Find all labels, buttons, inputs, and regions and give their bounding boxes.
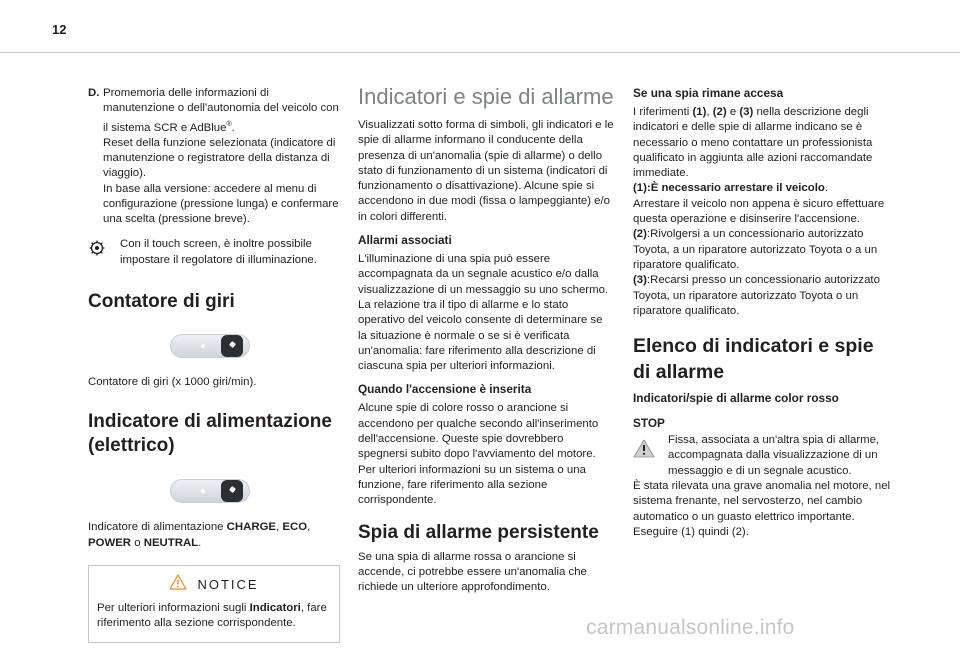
stop-label: STOP xyxy=(633,416,665,431)
persistent-warning-text: Se una spia di allarme rossa o arancione si accende, ci potrebbe essere un'anomalia che richiede un ulteriore approfondimento. xyxy=(358,550,587,594)
section-title: Indicatori e spie di allarme xyxy=(358,84,614,109)
power-meter-title: Indicatore di alimentazione (elettrico) xyxy=(88,411,332,457)
touch-screen-note xyxy=(88,237,340,268)
remains-on-heading: Se una spia rimane accesa xyxy=(633,86,784,100)
warning-list-title: Elenco di indicatori e spie di allarme xyxy=(633,335,874,384)
stop-action-text: Eseguire (1) quindi (2). xyxy=(633,525,749,538)
notice-header xyxy=(89,566,339,601)
persistent-warning-title: Spia di allarme persistente xyxy=(358,521,599,543)
ignition-on-heading: Quando l'accensione è inserita xyxy=(358,382,532,397)
power-meter-gauge-icon xyxy=(170,476,252,506)
ignition-on-text: Alcune spie di colore rosso o arancione si accendono per qualche secondo all'inserimento dell'accensione. Queste spie dovrebbero spegnersi subito dopo l'avviamento del motore. Per ulteriori informazioni su un sistema o una funzione, fare riferimento alla sezione corrispondente. xyxy=(358,402,599,507)
notice-text: Per ulteriori informazioni sugli Indicatori, fare riferimento alla sezione corrispondente. xyxy=(97,601,327,630)
associated-alarms-text: L'illuminazione di una spia può essere accompagnata da un segnale acustico e/o dalla visualizzazione di un messaggio su uno schermo. La relazione tra il tipo di allarme e lo stato operativo del veicolo consente di determinare se la situazione è normale o se si è verificata un'anomalia: fare riferimento alla descrizione di ciascuna spia per ulteriori informazioni. xyxy=(358,253,609,373)
rev-counter-gauge-icon xyxy=(170,331,252,361)
touch-screen-icon xyxy=(88,237,120,268)
item-body: Promemoria delle informazioni di manutenzione o dell'autonomia del veicolo con il sistema SCR e AdBlue®. Reset della funzione selezionata (indicatore di manutenzione o registratore della distanza di viaggio). In base alla versione: accedere al menu di configurazione (pressione lunga) e confermare una scelta (pressione breve). xyxy=(103,87,339,226)
header-rule xyxy=(0,52,960,53)
red-lights-heading: Indicatori/spie di allarme color rosso xyxy=(633,391,839,406)
rev-counter-title: Contatore di giri xyxy=(88,291,235,313)
references-text: I riferimenti (1), (2) e (3) nella descrizione degli indicatori e delle spie di allarme indicano se è necessario o meno contattare un professionista qualificato in aggiunta alle azioni raccomandate immediate. xyxy=(633,106,873,180)
watermark: carmanualsonline.info xyxy=(586,616,795,639)
stop-detail-text: È stata rilevata una grave anomalia nel motore, nel sistema frenante, nel servosterzo, nel cambio automatico o un guasto elettrico importante. xyxy=(633,480,891,523)
item-label: D. xyxy=(88,87,100,99)
warning-triangle-icon xyxy=(169,574,187,595)
power-meter-caption: Indicatore di alimentazione CHARGE, ECO, POWER o NEUTRAL. xyxy=(88,521,311,549)
left-column xyxy=(88,86,340,643)
middle-column xyxy=(358,84,614,595)
page-number: 12 xyxy=(52,22,67,37)
reference-1: (1):È necessario arrestare il veicolo. Arrestare il veicolo non appena è sicuro effettuare questa operazione e disinserire l'accensione. xyxy=(633,182,885,226)
list-item-d xyxy=(88,86,340,227)
reference-3: (3):Recarsi presso un concessionario autorizzato Toyota, un riparatore autorizzato Toyota o un riparatore qualificato. xyxy=(633,274,880,317)
right-column xyxy=(633,86,893,540)
rev-counter-caption: Contatore di giri (x 1000 giri/min). xyxy=(88,376,257,389)
notice-box xyxy=(88,565,340,643)
stop-lead-text: Fissa, associata a un'altra spia di allarme, accompagnata dalla visualizzazione di un messaggio e di un segnale acustico. xyxy=(668,434,880,477)
intro-paragraph: Visualizzati sotto forma di simboli, gli indicatori e le spie di allarme informano il conducente della presenza di un'anomalia (spie di allarme) o dello stato di funzionamento di un sistema (indicatori di funzionamento o disattivazione). Alcune spie si accendono in due modi (fissa o lampeggiante) e/o in colori differenti. xyxy=(358,119,614,223)
touch-note-text: Con il touch screen, è inoltre possibile impostare il regolatore di illuminazione. xyxy=(120,238,317,266)
notice-title: NOTICE xyxy=(197,576,259,592)
reference-2: (2):Rivolgersi a un concessionario autorizzato Toyota, a un riparatore autorizzato Toyota o a un riparatore qualificato. xyxy=(633,228,878,271)
associated-alarms-heading: Allarmi associati xyxy=(358,233,452,248)
stop-warning-icon xyxy=(633,433,668,479)
stop-warning-row xyxy=(633,433,893,479)
